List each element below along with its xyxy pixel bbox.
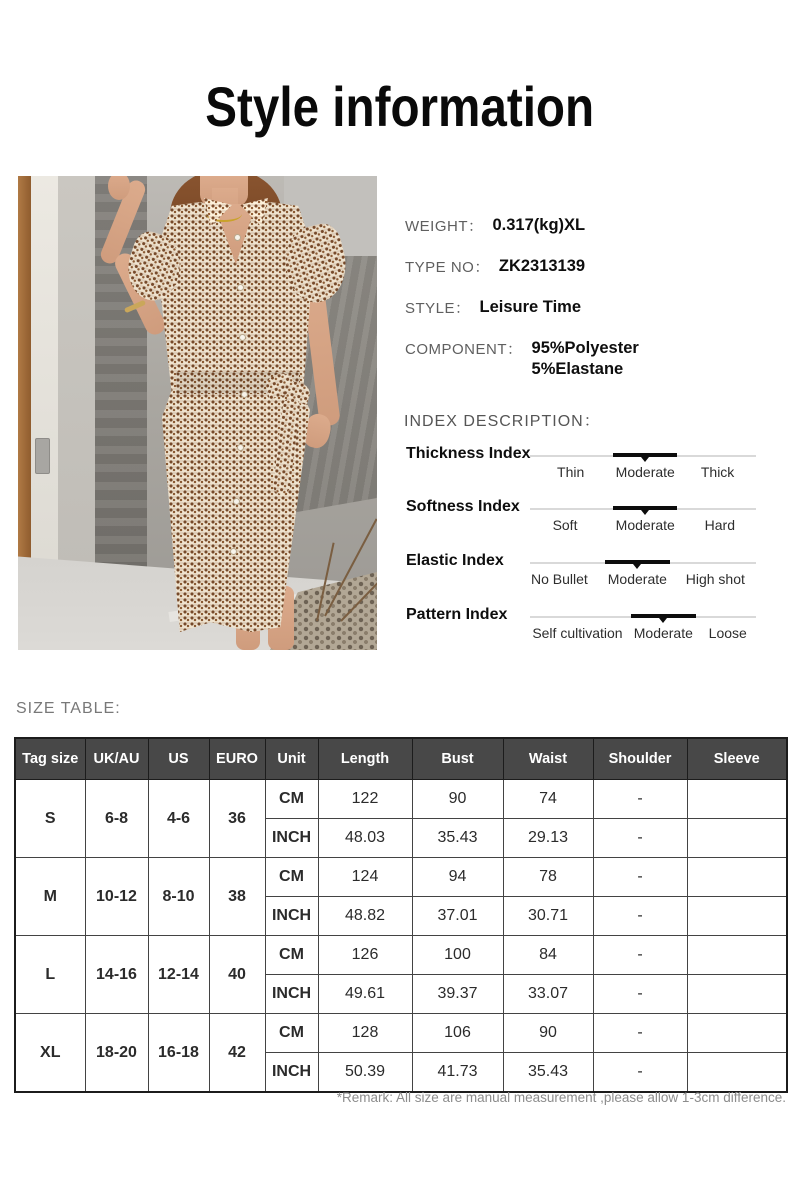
index-row-elastic [404,551,796,601]
size-table [14,737,788,1093]
index-level-label: High shot [685,571,745,587]
cell-waist: 90 [503,1014,593,1053]
dress-button [234,234,241,241]
marker-triangle-icon [641,510,649,515]
cell-euro: 42 [209,1014,265,1093]
table-row [15,1014,787,1053]
cell-bust: 100 [412,936,503,975]
cell-bust: 41.73 [412,1053,503,1093]
cell-bust: 106 [412,1014,503,1053]
col-header-us: US [148,738,209,780]
cell-us: 4-6 [148,780,209,858]
cell-bust: 94 [412,858,503,897]
cell-waist: 35.43 [503,1053,593,1093]
cell-shoulder: - [593,975,687,1014]
index-level-label: Moderate [615,517,675,533]
cell-sleeve [687,1014,787,1053]
cell-tag: M [15,858,85,936]
cell-length: 122 [318,780,412,819]
remark-text: *Remark: All size are manual measurement ,please allow 1-3cm difference. [336,1090,786,1105]
product-photo [18,176,377,650]
detail-label: COMPONENT： [405,341,523,358]
index-bar [605,560,669,564]
index-name: Elastic Index [406,552,504,569]
index-level-label: Thin [557,464,585,480]
detail-style [405,297,581,318]
index-name: Softness Index [406,498,520,515]
index-level-label: No Bullet [530,571,588,587]
index-name: Thickness Index [406,445,531,462]
cell-waist: 84 [503,936,593,975]
cell-length: 48.03 [318,819,412,858]
index-bar [631,614,695,618]
table-header-row [15,738,787,780]
photo-wood-frame [18,176,31,612]
index-level-label: Hard [704,517,736,533]
cell-unit: CM [265,936,318,975]
cell-shoulder: - [593,897,687,936]
detail-label: WEIGHT： [405,218,484,235]
component-line-2: 5%Elastane [531,360,624,378]
cell-unit: INCH [265,897,318,936]
cell-waist: 33.07 [503,975,593,1014]
cell-us: 8-10 [148,858,209,936]
col-header-sleeve: Sleeve [687,738,787,780]
dress-button [239,334,246,341]
col-header-euro: EURO [209,738,265,780]
index-slider [530,497,756,543]
cell-bust: 37.01 [412,897,503,936]
dress-button [237,284,244,291]
photo-door [31,176,58,612]
cell-waist: 29.13 [503,819,593,858]
dress-button [241,391,248,398]
cell-waist: 78 [503,858,593,897]
cell-uk-au: 14-16 [85,936,148,1014]
cell-uk-au: 10-12 [85,858,148,936]
marker-triangle-icon [641,457,649,462]
cell-uk-au: 18-20 [85,1014,148,1093]
index-slider [530,444,756,490]
cell-sleeve [687,897,787,936]
cell-waist: 74 [503,780,593,819]
index-slider [530,551,756,597]
cell-shoulder: - [593,858,687,897]
col-header-waist: Waist [503,738,593,780]
detail-label: STYLE： [405,300,471,317]
col-header-bust: Bust [412,738,503,780]
page-title [0,74,800,139]
index-description-heading: INDEX DESCRIPTION： [404,413,601,430]
cell-unit: CM [265,858,318,897]
detail-value: ZK2313139 [498,257,586,275]
cell-unit: INCH [265,1053,318,1093]
table-row [15,858,787,897]
cell-sleeve [687,819,787,858]
cell-unit: INCH [265,819,318,858]
cell-length: 49.61 [318,975,412,1014]
detail-component [405,338,639,380]
cell-us: 12-14 [148,936,209,1014]
index-level-label: Moderate [607,571,667,587]
dress-button [230,548,237,555]
col-header-uk-au: UK/AU [85,738,148,780]
index-level-label: Moderate [633,625,693,641]
index-bar [613,506,677,510]
index-level-label: Soft [552,517,578,533]
cell-waist: 30.71 [503,897,593,936]
size-table-heading: SIZE TABLE: [16,700,121,717]
cell-length: 128 [318,1014,412,1053]
detail-type-no [405,256,585,277]
dress-button [233,498,240,505]
cell-sleeve [687,936,787,975]
cell-euro: 36 [209,780,265,858]
col-header-unit: Unit [265,738,318,780]
cell-unit: CM [265,1014,318,1053]
marker-triangle-icon [659,618,667,623]
index-bar [613,453,677,457]
index-slider [530,605,756,651]
cell-sleeve [687,1053,787,1093]
cell-euro: 38 [209,858,265,936]
dress-button [237,444,244,451]
cell-uk-au: 6-8 [85,780,148,858]
door-hinge [35,438,50,474]
index-level-label: Self cultivation [532,625,623,641]
cell-unit: INCH [265,975,318,1014]
cell-unit: CM [265,780,318,819]
cell-bust: 90 [412,780,503,819]
index-row-pattern [404,605,796,655]
cell-bust: 35.43 [412,819,503,858]
cell-length: 48.82 [318,897,412,936]
cell-shoulder: - [593,936,687,975]
cell-tag: S [15,780,85,858]
cell-tag: XL [15,1014,85,1093]
detail-label: TYPE NO： [405,259,490,276]
cell-tag: L [15,936,85,1014]
cell-shoulder: - [593,819,687,858]
cell-sleeve [687,858,787,897]
col-header-shoulder: Shoulder [593,738,687,780]
marker-triangle-icon [633,564,641,569]
cell-shoulder: - [593,1014,687,1053]
table-row [15,936,787,975]
table-row [15,780,787,819]
photo-wall-band [58,176,95,606]
detail-value: Leisure Time [479,298,582,316]
index-row-softness [404,497,796,547]
index-level-label: Moderate [615,464,675,480]
cell-length: 124 [318,858,412,897]
cell-shoulder: - [593,780,687,819]
detail-value [532,338,639,380]
col-header-length: Length [318,738,412,780]
cell-length: 50.39 [318,1053,412,1093]
col-header-tag-size: Tag size [15,738,85,780]
detail-value: 0.317(kg)XL [492,216,586,234]
cell-bust: 39.37 [412,975,503,1014]
index-level-label: Loose [708,625,747,641]
page-title-text: Style information [205,75,595,138]
cell-sleeve [687,780,787,819]
index-name: Pattern Index [406,606,508,623]
cell-euro: 40 [209,936,265,1014]
cell-sleeve [687,975,787,1014]
cell-us: 16-18 [148,1014,209,1093]
index-row-thickness [404,444,796,494]
index-level-label: Thick [700,464,735,480]
detail-weight [405,215,585,236]
cell-shoulder: - [593,1053,687,1093]
component-line-1: 95%Polyester [531,339,639,357]
cell-length: 126 [318,936,412,975]
